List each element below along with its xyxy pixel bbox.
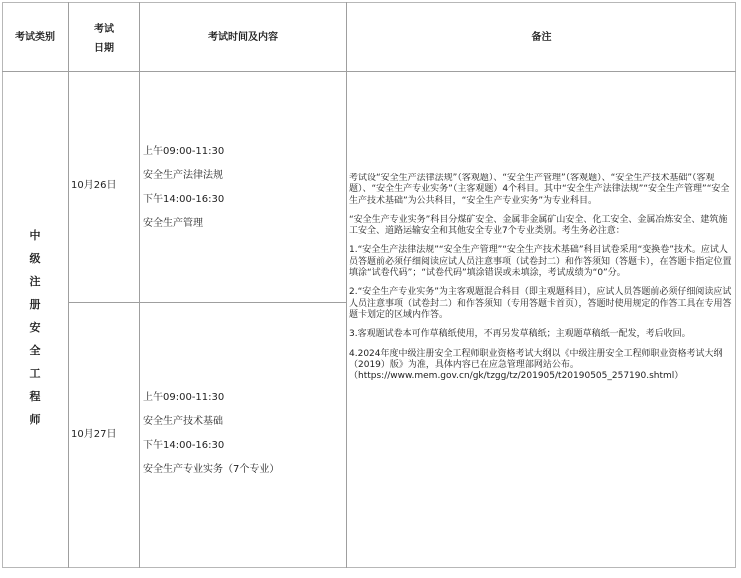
category-char: 注 <box>29 275 41 288</box>
category-char: 工 <box>29 367 41 380</box>
schedule-line: 下午14:00-16:30 <box>143 440 225 451</box>
category-char: 安 <box>29 321 41 334</box>
category-char: 程 <box>29 390 41 403</box>
category-cell <box>2 224 68 431</box>
grid-line-h-row <box>68 302 346 303</box>
grid-line-v1 <box>68 2 69 568</box>
schedule-line: 安全生产专业实务（7个专业） <box>143 464 280 475</box>
header-time-content <box>140 30 346 46</box>
category-char: 中 <box>29 229 41 242</box>
grid-line-v3 <box>346 2 347 568</box>
category-char: 级 <box>29 252 41 265</box>
row-date-label: 10月27日 <box>71 429 117 440</box>
remark-paragraph: 考试设“安全生产法律法规”（客观题）、“安全生产管理”（客观题）、“安全生产技术基础”（客观题）、“安全生产专业实务”（主客观题）4个科目。其中“安全生产法律法规”“安全生产管理”“安全生产技术基础”为公共科目，“安全生产专业实务”为专业科目。 <box>349 173 730 206</box>
row-2-schedule <box>143 386 343 482</box>
row-2-date <box>71 426 137 444</box>
category-char: 师 <box>29 413 41 426</box>
schedule-line: 安全生产技术基础 <box>143 416 223 427</box>
remark-paragraph: “安全生产专业实务”科目分煤矿安全、金属非金属矿山安全、化工安全、金属冶炼安全、建筑施工安全、道路运输安全和其他安全专业7个专业类别。考生务必注意： <box>349 214 728 237</box>
row-1-schedule <box>143 140 343 236</box>
header-date <box>69 20 139 58</box>
grid-line-v2 <box>139 2 140 568</box>
category-char: 册 <box>29 298 41 311</box>
remark-paragraph: 4.2024年度中级注册安全工程师职业资格考试大纲以《中级注册安全工程师职业资格考试大纲（2019）版》为准，具体内容已在应急管理部网站公布。（https://www.mem.gov.cn/gk/tzgg/tz/201905/t20190505_257190.shtml） <box>349 348 723 382</box>
schedule-line: 下午14:00-16:30 <box>143 194 225 205</box>
schedule-line: 安全生产法律法规 <box>143 170 223 181</box>
remarks-cell <box>349 173 733 390</box>
row-1-date <box>71 177 137 195</box>
header-date-line1: 考试 <box>94 24 114 35</box>
schedule-line: 安全生产管理 <box>143 218 203 229</box>
header-time-content-label: 考试时间及内容 <box>208 32 278 43</box>
remark-paragraph: 2.“安全生产专业实务”为主客观题混合科目（即主观题科目），应试人员答题前必须仔细阅读应试人员注意事项（试卷封二）和作答须知（专用答题卡首页），答题时使用规定的作答工具在专用答题卡划定的区域内作答。 <box>349 287 732 320</box>
header-category <box>2 30 68 46</box>
remark-paragraph: 1.“安全生产法律法规”“安全生产管理”“安全生产技术基础”科目试卷采用“变换卷”技术。应试人员答题前必须仔细阅读应试人员注意事项（试卷封二）和作答须知（答题卡），在答题卡指定位置填涂“试卷代码”；“试卷代码”填涂错误或未填涂，考试成绩为“0”分。 <box>349 245 732 279</box>
schedule-line: 上午09:00-11:30 <box>143 392 225 403</box>
header-category-label: 考试类别 <box>15 32 55 43</box>
header-date-line2: 日期 <box>94 43 114 54</box>
header-remarks-label: 备注 <box>531 32 552 43</box>
schedule-line: 上午09:00-11:30 <box>143 146 225 157</box>
remark-paragraph: 3.客观题试卷本可作草稿纸使用，不再另发草稿纸；主观题草稿纸一配发，考后收回。 <box>349 329 691 340</box>
row-date-label: 10月26日 <box>71 180 117 191</box>
category-char: 全 <box>29 344 41 357</box>
header-remarks <box>347 30 736 46</box>
grid-line-h-header <box>2 71 736 72</box>
